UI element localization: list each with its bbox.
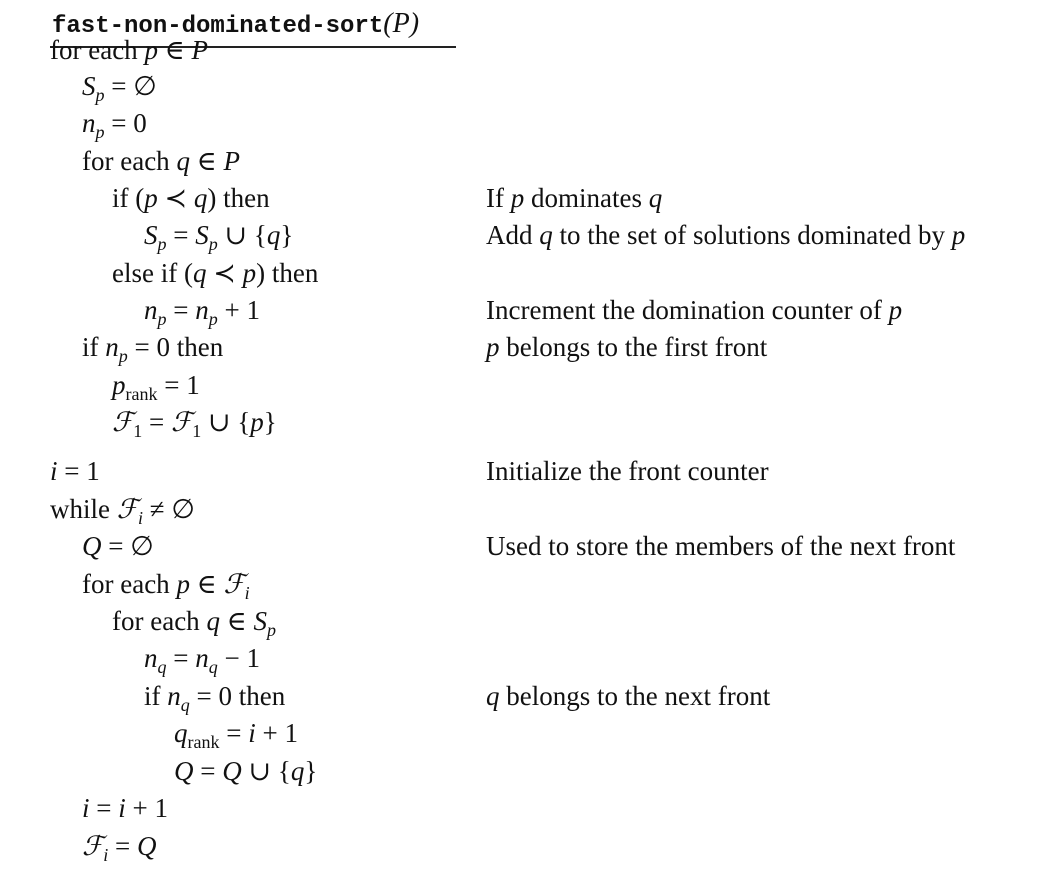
line-comment: Increment the domination counter of p: [486, 295, 903, 325]
line-comment: Used to store the members of the next front: [486, 531, 956, 561]
line-comment: p belongs to the first front: [486, 332, 768, 362]
code-line: for each q ∈ $S_p$: [112, 606, 276, 640]
code-line: if (p ≺ q) then: [112, 183, 270, 213]
line-comment: If p dominates q: [486, 183, 663, 213]
code-line: for each p ∈ P: [50, 35, 208, 65]
code-line: i = i + 1: [82, 793, 168, 823]
code-line: $n_p = 0$: [82, 108, 147, 142]
code-line: Q = Q ∪ {q}: [174, 756, 318, 786]
code-line: $n_p = n_p + 1$: [144, 295, 260, 329]
code-line: $S_p$ = ∅: [82, 71, 157, 105]
algorithm-name: fast-non-dominated-sort: [52, 13, 384, 40]
code-line: if $n_p = 0$ then: [82, 332, 224, 366]
code-line: for each p ∈ ℱ$_i$: [82, 569, 250, 603]
code-line: ℱ$_i$ = Q: [82, 831, 157, 865]
algorithm-argument: (P): [383, 8, 420, 39]
line-comment: q belongs to the next front: [486, 681, 771, 711]
code-line: $q_{rank} = i + 1$: [174, 718, 298, 752]
code-line: if $n_q = 0$ then: [144, 681, 286, 715]
code-line: $S_p = S_p$ ∪ {q}: [144, 220, 294, 254]
line-comment: Initialize the front counter: [486, 456, 769, 486]
code-line: i = 1: [50, 456, 100, 486]
code-line: Q = ∅: [82, 531, 154, 561]
code-line: else if (q ≺ p) then: [112, 258, 319, 288]
code-line: ℱ$_1$ = ℱ$_1$ ∪ {p}: [112, 407, 277, 441]
line-comment: Add q to the set of solutions dominated by p: [486, 220, 966, 250]
code-line: for each q ∈ P: [82, 146, 240, 176]
code-line: $n_q = n_q - 1$: [144, 643, 260, 677]
code-line: while ℱ$_i$ ≠ ∅: [50, 494, 195, 528]
code-line: $p_{rank} = 1$: [112, 370, 200, 404]
